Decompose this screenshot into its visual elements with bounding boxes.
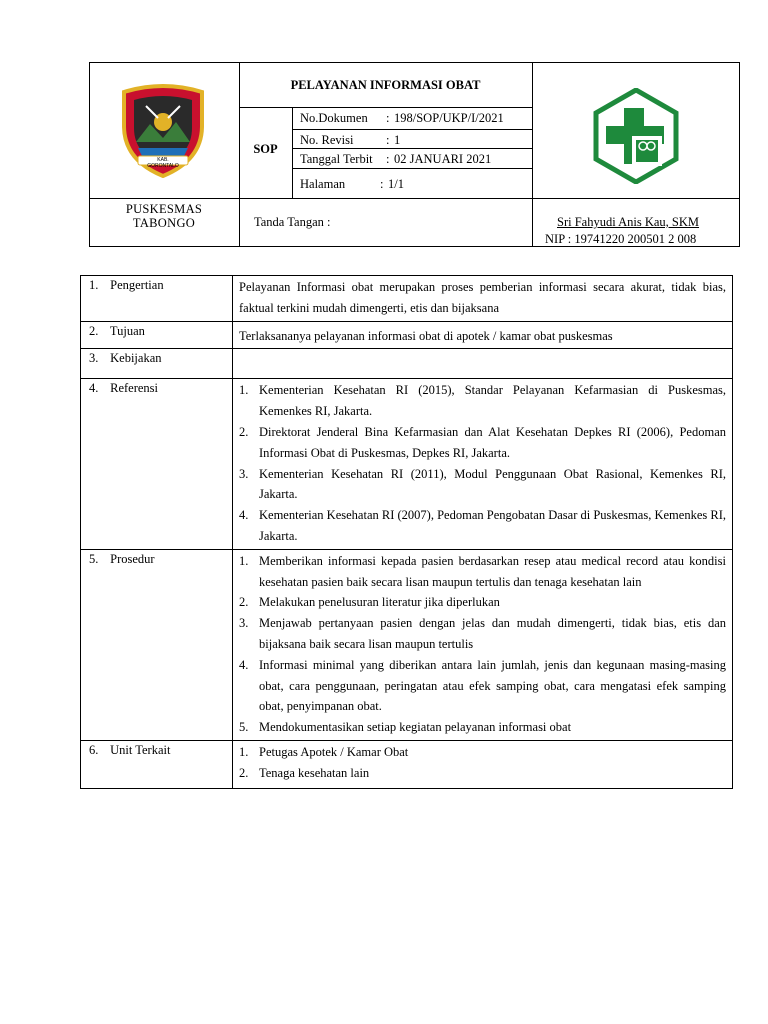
referensi-list-cell [233, 379, 733, 549]
unit-terkait-list [239, 742, 726, 784]
meta-sep-revisi: : [386, 133, 390, 147]
prosedur-list-cell [233, 549, 733, 740]
content-table [80, 275, 733, 789]
list-item: 1. Kementerian Kesehatan RI (2015), Standar Pelayanan Kefarmasian di Puskesmas, Kemenkes RI, Jakarta. [239, 383, 726, 419]
row-kebijakan [81, 349, 733, 379]
logo-ribbon-text: KAB. GORONTALO [147, 157, 179, 169]
org-name-line2: TABONGO [132, 216, 196, 230]
pengertian-text: Pelayanan Informasi obat merupakan proses pemberian informasi secara akurat, tidak bias, faktual terkini mudah dimengerti, etis dan bijaksana [233, 276, 733, 322]
meta-label-revisi: No. Revisi [300, 133, 354, 147]
org-name-line1: PUSKESMAS [125, 202, 203, 216]
signer-name: Sri Fahyudi Anis Kau, SKM [557, 215, 700, 229]
signer-nip: NIP : 19741220 200501 2 008 [545, 232, 697, 246]
list-item: 4. Informasi minimal yang diberikan antara lain jumlah, jenis dan kegunaan masing-masing obat, cara penggunaan, peringatan atau efek samping obat, cara mengatasi efek samping obat, penyimpanan obat. [239, 657, 726, 714]
tujuan-text: Terlaksananya pelayanan informasi obat di apotek / kamar obat puskesmas [233, 321, 733, 349]
row-prosedur [81, 549, 733, 740]
kabupaten-logo [118, 82, 208, 178]
row-tujuan [81, 321, 733, 349]
section-label: Prosedur [110, 551, 155, 566]
section-label: Pengertian [110, 278, 164, 292]
unit-terkait-list-cell [233, 740, 733, 788]
meta-sep-tanggal: : [386, 152, 390, 166]
meta-sep-dokumen: : [386, 111, 390, 125]
list-item: 2. Tenaga kesehatan lain [239, 765, 370, 780]
meta-value-halaman: 1/1 [388, 177, 404, 191]
section-number: 3. [89, 351, 99, 366]
prosedur-list [239, 551, 726, 738]
label-cell [81, 549, 233, 740]
meta-value-tanggal: 02 JANUARI 2021 [394, 152, 492, 166]
meta-label-dokumen: No.Dokumen [300, 111, 368, 125]
row-unit-terkait [81, 740, 733, 788]
label-cell [81, 321, 233, 349]
section-label: Tujuan [109, 323, 145, 338]
sop-label: SOP [253, 142, 278, 156]
section-label: Referensi [110, 381, 159, 396]
section-number: 1. [89, 278, 99, 292]
section-label: Kebijakan [110, 351, 162, 366]
list-item: 3. Menjawab pertanyaan pasien dengan jelas dan mudah dimengerti, tidak bias, etis dan bijaksana baik secara lisan maupun tertulis [239, 616, 726, 651]
label-cell [81, 276, 233, 322]
label-cell [81, 379, 233, 549]
label-cell [81, 740, 233, 788]
section-number: 2. [89, 323, 99, 338]
section-number: 6. [89, 742, 99, 757]
list-item: 5. Mendokumentasikan setiap kegiatan pelayanan informasi obat [239, 720, 572, 735]
list-item: 4. Kementerian Kesehatan RI (2007), Pedoman Pengobatan Dasar di Puskesmas, Kemenkes RI, Jakarta. [239, 508, 726, 543]
meta-label-halaman: Halaman [300, 177, 346, 191]
section-label: Unit Terkait [110, 742, 171, 757]
meta-label-tanggal: Tanggal Terbit [300, 152, 373, 166]
list-item: 2. Melakukan penelusuran literatur jika diperlukan [239, 595, 500, 610]
section-number: 5. [89, 551, 99, 566]
referensi-list [239, 380, 726, 546]
meta-sep-halaman: : [380, 177, 384, 191]
row-pengertian [81, 276, 733, 322]
list-item: 1. Memberikan informasi kepada pasien berdasarkan resep atau medical record atau kondisi kesehatan pasien baik secara lisan maupun tertulis dan tenaga kesehatan lain [239, 553, 726, 589]
section-number: 4. [89, 381, 99, 396]
list-item: 3. Kementerian Kesehatan RI (2011), Modul Penggunaan Obat Rasional, Kemenkes RI, Jakarta. [239, 466, 726, 502]
row-referensi [81, 379, 733, 549]
signature-label: Tanda Tangan : [254, 215, 331, 229]
document-title: PELAYANAN INFORMASI OBAT [290, 78, 481, 92]
kebijakan-text [233, 349, 733, 379]
label-cell [81, 349, 233, 379]
meta-value-dokumen: 198/SOP/UKP/I/2021 [394, 111, 504, 125]
meta-value-revisi: 1 [394, 133, 401, 147]
puskesmas-logo [588, 88, 684, 184]
list-item: 1. Petugas Apotek / Kamar Obat [239, 744, 409, 759]
list-item: 2. Direktorat Jenderal Bina Kefarmasian dan Alat Kesehatan Depkes RI (2006), Pedoman Informasi Obat di Puskesmas, Depkes RI, Jakarta. [239, 424, 726, 460]
